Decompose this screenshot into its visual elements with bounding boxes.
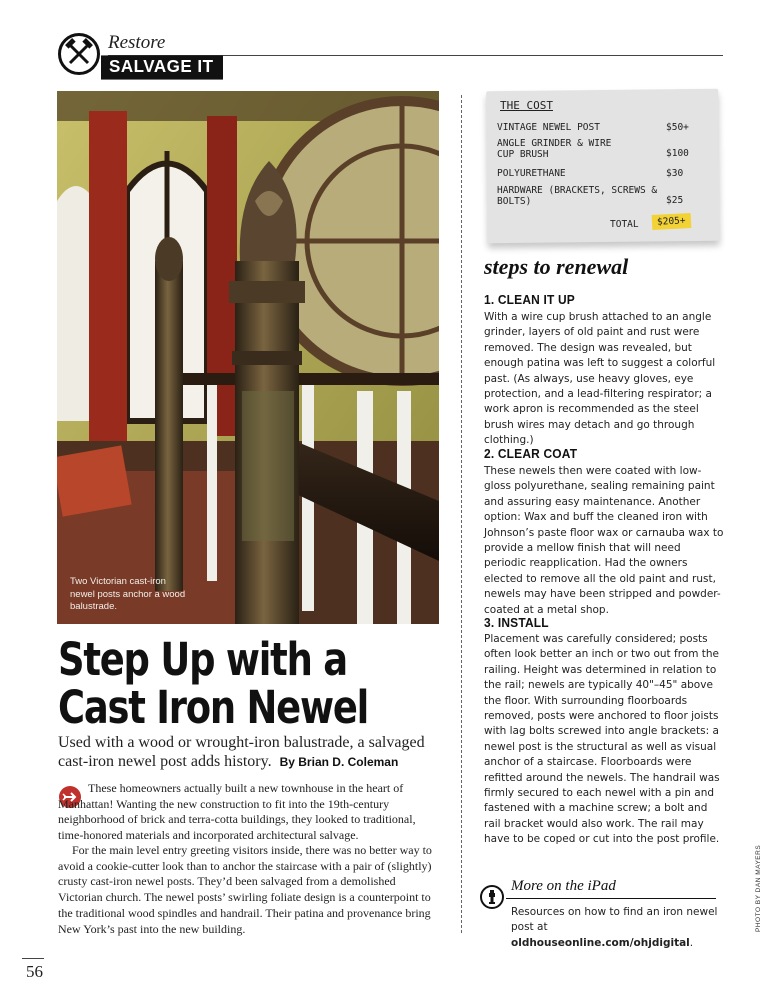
ipad-body-text: Resources on how to find an iron newel post at [511, 906, 718, 934]
step-2-heading: 2. CLEAR COAT [484, 446, 578, 461]
crossed-hammers-icon [58, 33, 100, 75]
cost-item-price: $30 [666, 168, 684, 179]
ipad-rule [506, 898, 716, 899]
headline-line-2: Cast Iron Newel [58, 681, 369, 734]
photo-caption: Two Victorian cast-iron newel posts anchor a wood balustrade. [70, 576, 186, 612]
article-headline [58, 633, 386, 734]
step-1-heading: 1. CLEAN IT UP [484, 292, 575, 307]
article-dek [58, 733, 450, 772]
body-paragraph-1 [58, 781, 438, 844]
cost-item-label: ANGLE GRINDER & WIRE CUP BRUSH [497, 138, 612, 160]
cost-total-label: TOTAL [610, 219, 639, 230]
steps-title: steps to renewal [484, 254, 629, 279]
category-label: SALVAGE IT [101, 55, 223, 79]
column-divider [461, 95, 462, 933]
photo-credit: PHOTO BY DAN MAYERS [755, 844, 762, 932]
cost-item-price: $50+ [666, 122, 689, 133]
page-number: 56 [26, 962, 43, 981]
cost-item-price: $100 [666, 148, 689, 159]
ipad-suffix: . [689, 936, 694, 949]
cost-item-label: HARDWARE (BRACKETS, SCREWS & BOLTS) [497, 185, 658, 207]
cost-item-label: POLYURETHANE [497, 168, 566, 179]
step-3-heading: 3. INSTALL [484, 615, 549, 630]
ipad-promo-title: More on the iPad [511, 878, 616, 894]
body-paragraph-2 [58, 843, 438, 937]
para-2-text: For the main level entry greeting visitors inside, there was no better way to avoid a cookie-cutter look than to anchor the staircase with a pair of (slightly) crusty cast-iron newel posts. They’d been salvaged from a demolished Victorian church. The newel posts’ swirling foliate design is a counterpoint to the traditional wood spindles and handrail. Their patina and provenance bring New York’s past into the new building. [58, 843, 432, 936]
step-2-body: These newels then were coated with low-gloss polyurethane, sealing remaining paint and assuring easy maintenance. Another option: Wax and buff the cleaned iron with Johnson’s paste floor wax or carnauba wax to provide a mellow finish that will need periodic reapplication. Had the owners elected to remove all the old paint and rust, newels may have been stripped and powder-coated at a metal shop. [484, 465, 724, 616]
ipad-link[interactable]: oldhouseonline.com/ohjdigital [511, 936, 690, 949]
section-label: Restore [108, 32, 166, 53]
step-1-body: With a wire cup brush attached to an angle grinder, layers of old paint and rust were removed. The design was revealed, but enough patina was left to suggest a colorful past. (As always, use heavy gloves, eye protection, and a lead-filtering respirator; a work apron is recommended as the steel brush wires may detach and go through clothing.) [484, 311, 716, 447]
newel-post-icon [480, 885, 504, 909]
step-3-body: Placement was carefully considered; posts often look better an inch or two out from the railing. Height was determined in relation to the rail; newels are typically 40"–45" above the floor. With surrounding floorboards removed, posts were anchored to floor joists with lag bolts screwed into angle brackets: a newel post is the structural as well as visual anchor of a staircase. Floorboards were refitted around the newels. The handrail was firmly secured to each newel with a pin and fastened with a machine screw; a bolt and rail bracket would also work. The rail may have to be coped or cut into the post profile. [484, 633, 720, 846]
cost-total-value: $205+ [652, 213, 691, 230]
page-number-rule [22, 958, 44, 959]
cost-item-label: VINTAGE NEWEL POST [497, 122, 600, 133]
ipad-promo-body [511, 905, 721, 951]
newel-post-photo [57, 91, 439, 624]
para-1-text: These homeowners actually built a new townhouse in the heart of Manhattan! Wanting the new construction to fit into the 19th-century neighborhood of brick and terra-cotta buildings, they looked to traditional, time-honored materials and incorporated architectural salvage. [58, 781, 416, 843]
cost-item-price: $25 [666, 195, 684, 206]
headline-line-1: Step Up with a [58, 633, 347, 686]
cost-title: THE COST [500, 99, 553, 112]
dek-text: Used with a wood or wrought-iron balustrade, a salvaged cast-iron newel post adds history. [58, 734, 425, 770]
byline: By Brian D. Coleman [279, 755, 399, 769]
